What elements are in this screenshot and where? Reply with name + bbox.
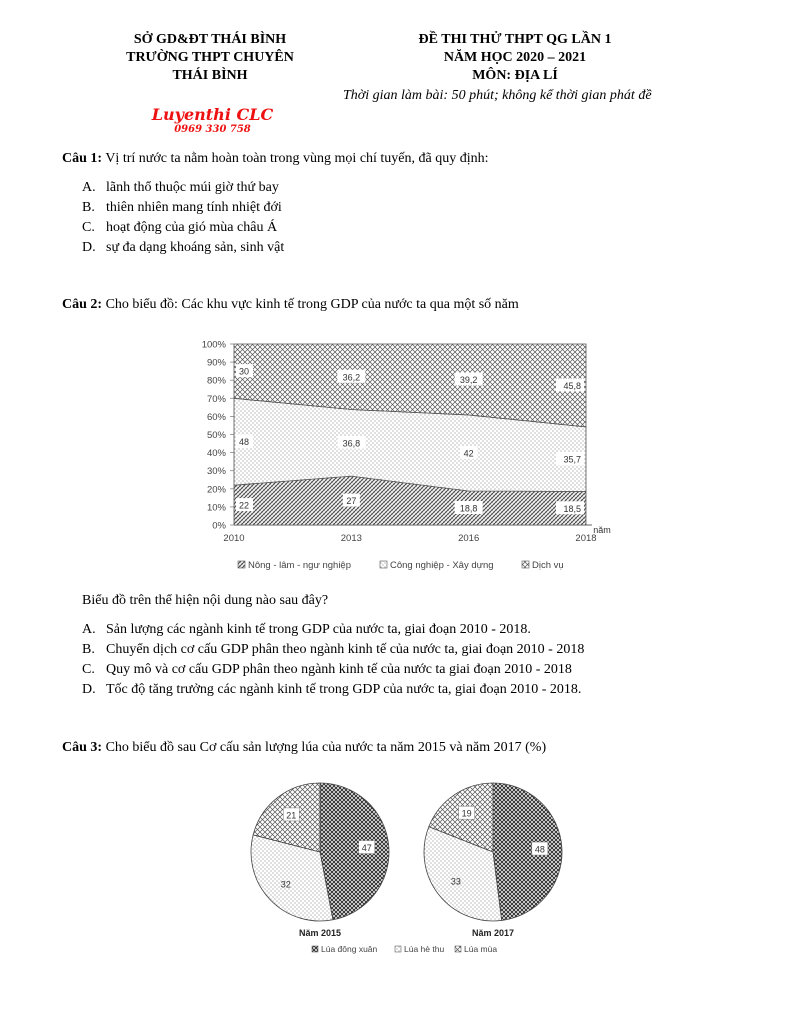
question-number: Câu 3:	[62, 740, 103, 755]
school-city: THÁI BÌNH	[172, 68, 248, 83]
option-b: B. thiên nhiên mang tính nhiệt đới	[82, 200, 282, 215]
rice-pie-charts	[240, 772, 580, 967]
y-tick-label: 70%	[206, 393, 226, 405]
pie-legend	[312, 944, 497, 954]
option-c: C. hoạt động của gió mùa châu Á	[82, 220, 278, 235]
exam-title: ĐỀ THI THỬ THPT QG LẦN 1	[418, 32, 612, 47]
legend-swatch	[455, 946, 461, 952]
data-label: 48	[239, 437, 250, 448]
legend-label: Lúa đông xuân	[321, 944, 378, 954]
pie-title: Năm 2015	[298, 928, 342, 938]
time-note: Thời gian làm bài: 50 phút; không kể thời gian phát đề	[343, 88, 652, 103]
x-axis-unit: năm	[593, 525, 611, 535]
y-tick-label: 10%	[206, 502, 226, 514]
chart-areas	[234, 344, 586, 525]
option-a: A. lãnh thổ thuộc múi giờ thứ bay	[82, 180, 279, 195]
y-tick-label: 90%	[206, 357, 226, 369]
y-tick-label: 30%	[206, 466, 226, 478]
y-tick-label: 20%	[206, 484, 226, 496]
exam-header	[400, 31, 630, 85]
data-label: 30	[239, 366, 250, 377]
legend-swatch	[395, 946, 401, 952]
pie-label: 33	[450, 876, 461, 887]
brand-logo	[135, 106, 290, 135]
question-text: Cho biểu đồ sau Cơ cấu sản lượng lúa của nước ta năm 2015 và năm 2017 (%)	[105, 740, 547, 755]
data-label: 39,2	[459, 374, 478, 385]
option-d: D. sự đa dạng khoáng sản, sinh vật	[82, 240, 285, 255]
option-b: B. Chuyển dịch cơ cấu GDP phân theo ngành kinh tế của nước ta, giai đoạn 2010 - 2018	[82, 642, 585, 657]
y-tick-label: 40%	[206, 448, 226, 460]
legend-swatch	[380, 561, 387, 568]
question-number: Câu 2:	[62, 297, 103, 312]
x-tick-label: 2018	[575, 533, 597, 544]
pie-slice	[493, 783, 562, 920]
option-c: C. Quy mô và cơ cấu GDP phân theo ngành kinh tế của nước ta giai đoạn 2010 - 2018	[82, 662, 572, 677]
chart-legend	[238, 560, 564, 571]
option-d: D. Tốc độ tăng trưởng các ngành kinh tế trong GDP của nước ta, giai đoạn 2010 - 2018.	[82, 682, 582, 697]
pie-label: 47	[361, 843, 372, 854]
school-name: TRƯỜNG THPT CHUYÊN	[126, 50, 294, 65]
data-label: 42	[463, 448, 474, 459]
option-a: A. Sản lượng các ngành kinh tế trong GDP của nước ta, giai đoạn 2010 - 2018.	[82, 622, 531, 637]
legend-label: Công nghiệp - Xây dựng	[390, 560, 494, 571]
department-name: SỞ GD&ĐT THÁI BÌNH	[133, 32, 287, 47]
legend-label: Dịch vụ	[532, 560, 564, 571]
gdp-area-chart	[190, 332, 630, 577]
school-year: NĂM HỌC 2020 – 2021	[443, 50, 587, 65]
pie-slice	[320, 783, 389, 920]
pie-label: 32	[280, 879, 291, 890]
question-number: Câu 1:	[62, 151, 103, 166]
y-tick-label: 60%	[206, 411, 226, 423]
pie-label: 48	[534, 844, 545, 855]
x-tick-label: 2016	[458, 533, 480, 544]
data-label: 45,8	[563, 380, 581, 391]
pie-title: Năm 2017	[471, 928, 515, 938]
brand-name: Luyenthi CLC	[151, 105, 274, 124]
x-tick-label: 2013	[340, 533, 362, 544]
x-tick-label: 2010	[223, 533, 245, 544]
legend-swatch	[522, 561, 529, 568]
question-3	[62, 740, 546, 756]
legend-label: Nông - lâm - ngư nghiệp	[248, 560, 351, 571]
question-text: Vị trí nước ta nằm hoàn toàn trong vùng mọi chí tuyến, đã quy định:	[105, 151, 489, 166]
data-label: 36,8	[342, 438, 361, 449]
legend-label: Lúa hè thu	[404, 944, 445, 954]
data-label: 35,7	[563, 454, 581, 465]
data-label: 27	[346, 496, 357, 507]
y-tick-label: 50%	[206, 430, 226, 441]
pie-label: 21	[286, 810, 297, 821]
y-tick-label: 80%	[206, 375, 226, 387]
data-label: 18,8	[459, 503, 478, 514]
data-label: 22	[239, 500, 250, 511]
brand-phone: 0969 330 758	[174, 124, 251, 135]
y-tick-label: 0%	[212, 520, 226, 532]
question-2-prompt: Biểu đồ trên thể hiện nội dung nào sau đây?	[82, 593, 329, 608]
legend-swatch	[312, 946, 318, 952]
pies	[251, 783, 562, 938]
legend-label: Lúa mùa	[464, 944, 498, 954]
data-label: 36,2	[342, 372, 361, 383]
legend-swatch	[238, 561, 245, 568]
question-1	[62, 151, 489, 167]
question-text: Cho biểu đồ: Các khu vực kinh tế trong GDP của nước ta qua một số năm	[105, 297, 519, 312]
question-2-options	[82, 620, 584, 700]
pie-label: 19	[461, 808, 472, 819]
school-header	[95, 31, 325, 85]
data-label: 18,5	[563, 503, 581, 514]
question-2	[62, 297, 519, 313]
y-tick-label: 100%	[201, 339, 226, 351]
subject: MÔN: ĐỊA LÍ	[472, 68, 558, 83]
question-1-options	[82, 178, 284, 258]
